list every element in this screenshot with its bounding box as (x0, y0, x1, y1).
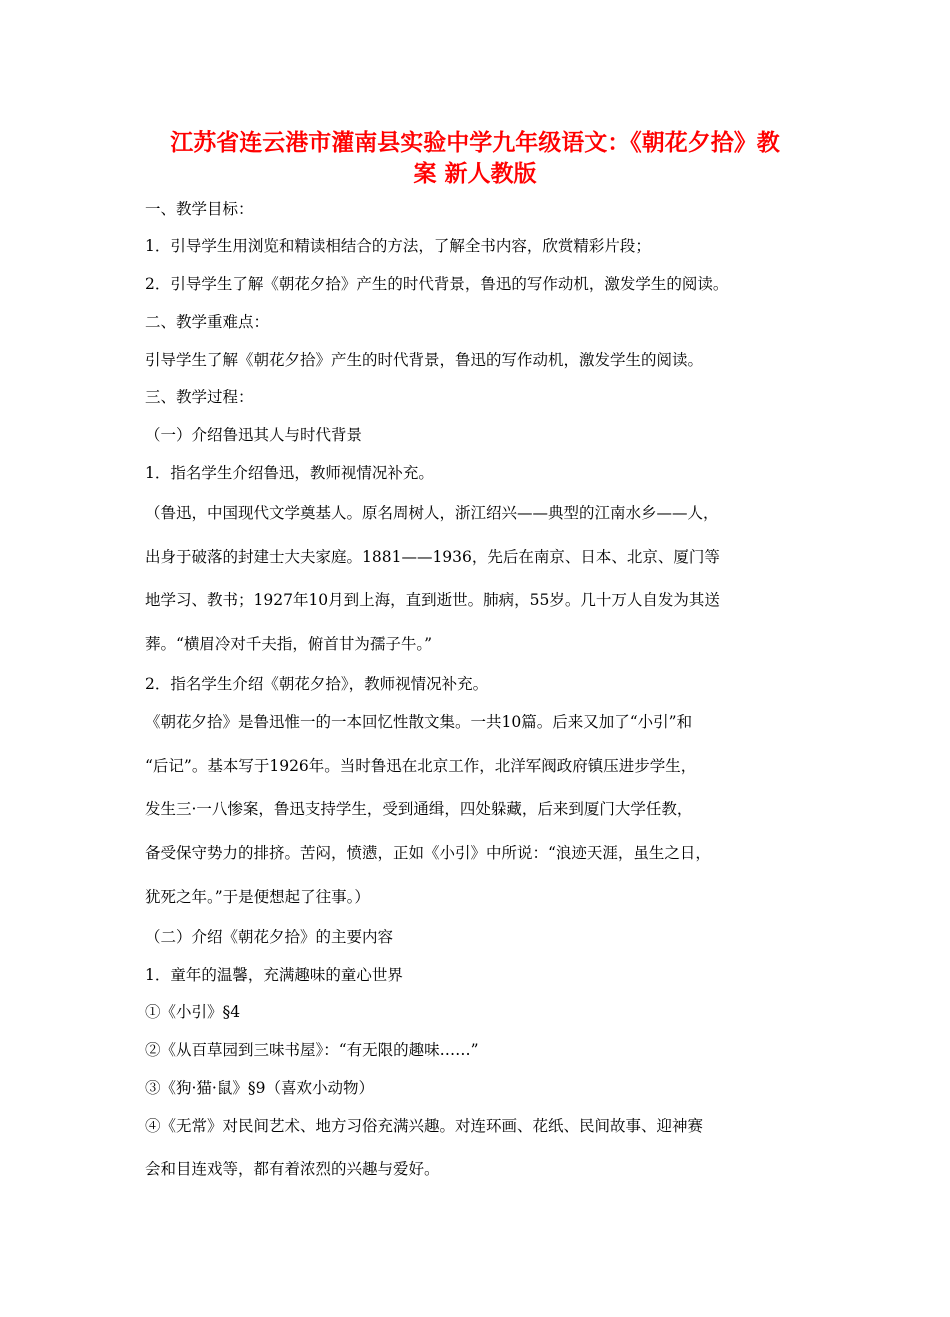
list-item: ②《从百草园到三味书屋》：“有无限的趣味……” (145, 1041, 479, 1059)
paragraph-line: 发生三·一八惨案，鲁迅支持学生，受到通缉，四处躲藏，后来到厦门大学任教， (145, 800, 693, 818)
paragraph-line: 1．引导学生用浏览和精读相结合的方法，了解全书内容，欣赏精彩片段； (145, 237, 651, 255)
paragraph-line: 1．童年的温馨，充满趣味的童心世界 (145, 966, 403, 984)
paragraph-line: 地学习、教书；1927年10月到上海，直到逝世。肺病，55岁。几十万人自发为其送 (145, 591, 720, 609)
subsection-heading: （二）介绍《朝花夕拾》的主要内容 (145, 928, 394, 946)
paragraph-line: 备受保守势力的排挤。苦闷，愤懑，正如《小引》中所说：“浪迹天涯，虽生之日， (145, 844, 711, 862)
paragraph-line: “后记”。基本写于1926年。当时鲁迅在北京工作，北洋军阀政府镇压进步学生， (145, 757, 697, 775)
list-item: ①《小引》§4 (145, 1003, 241, 1021)
paragraph-line: （鲁迅，中国现代文学奠基人。原名周树人，浙江绍兴——典型的江南水乡——人， (145, 504, 719, 522)
section-heading-key-points: 二、教学重难点： (145, 313, 270, 331)
paragraph-line: 2．指名学生介绍《朝花夕拾》，教师视情况补充。 (145, 675, 489, 693)
section-heading-process: 三、教学过程： (145, 388, 254, 406)
section-heading-objectives: 一、教学目标： (145, 200, 254, 218)
document-title-line-2: 案 新人教版 (413, 161, 537, 187)
list-item: ③《狗·猫·鼠》§9（喜欢小动物） (145, 1079, 374, 1097)
document-title-line-1: 江苏省连云港市灌南县实验中学九年级语文：《朝花夕拾》教 (170, 130, 780, 156)
paragraph-line: 会和目连戏等，都有着浓烈的兴趣与爱好。 (145, 1160, 440, 1178)
paragraph-line: 引导学生了解《朝花夕拾》产生的时代背景，鲁迅的写作动机，激发学生的阅读。 (145, 351, 704, 369)
paragraph-line: 犹死之年。”于是便想起了往事。） (145, 888, 370, 906)
paragraph-line: 葬。“横眉冷对千夫指，俯首甘为孺子牛。” (145, 635, 433, 653)
list-item: ④《无常》对民间艺术、地方习俗充满兴趣。对连环画、花纸、民间故事、迎神赛 (145, 1117, 704, 1135)
paragraph-line: 《朝花夕拾》是鲁迅惟一的一本回忆性散文集。一共10篇。后来又加了“小引”和 (145, 713, 693, 731)
subsection-heading: （一）介绍鲁迅其人与时代背景 (145, 426, 363, 444)
paragraph-line: 出身于破落的封建士大夫家庭。1881——1936，先后在南京、日本、北京、厦门等 (145, 548, 720, 566)
paragraph-line: 2．引导学生了解《朝花夕拾》产生的时代背景，鲁迅的写作动机，激发学生的阅读。 (145, 275, 729, 293)
paragraph-line: 1．指名学生介绍鲁迅，教师视情况补充。 (145, 464, 434, 482)
